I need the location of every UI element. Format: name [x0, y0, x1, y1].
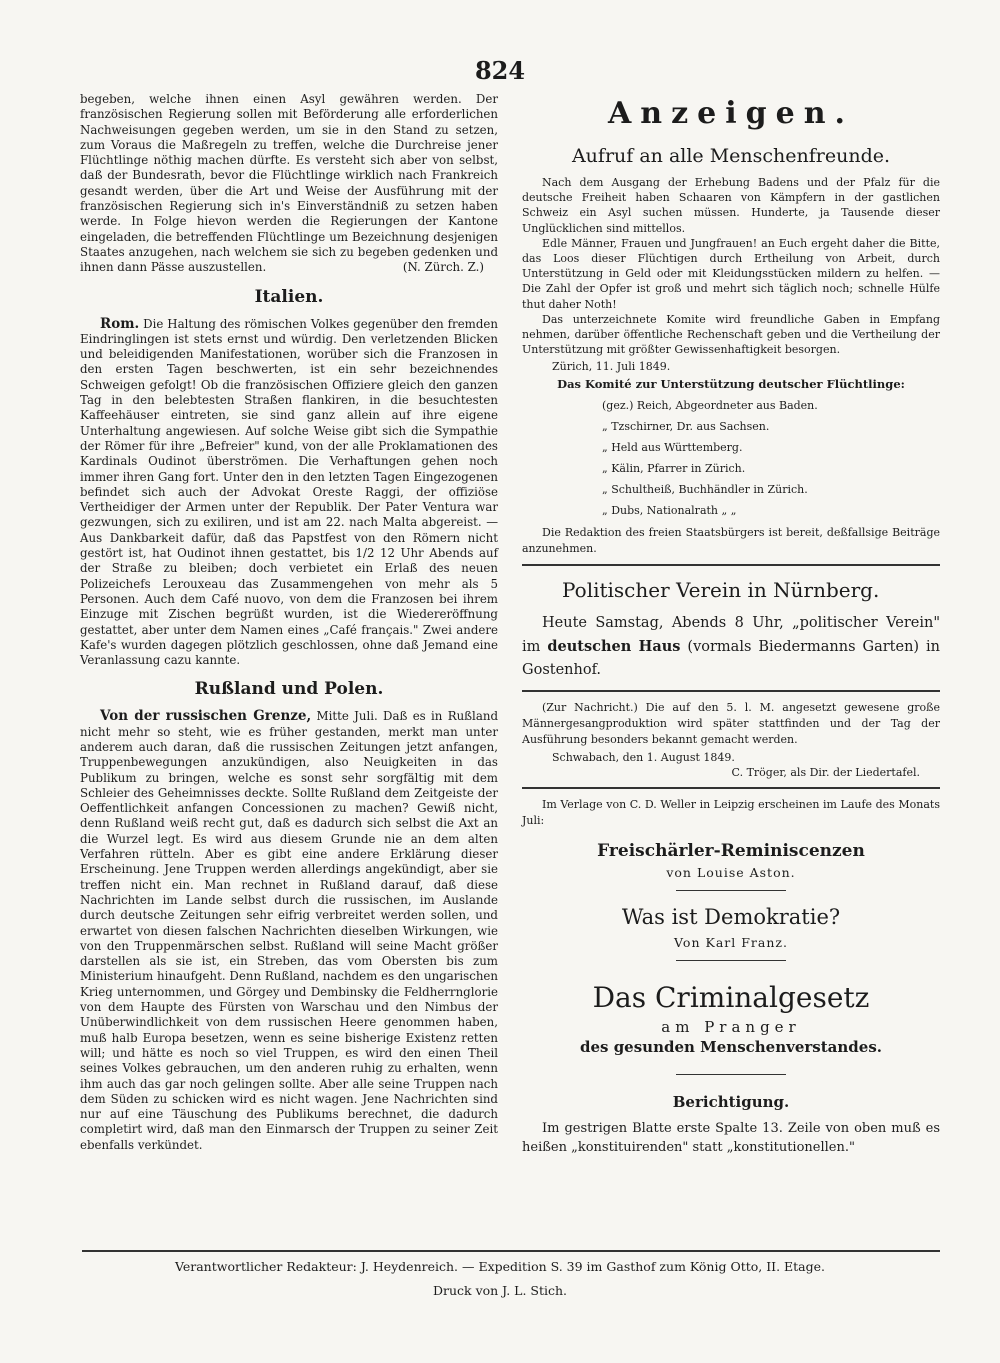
- dateline-rom: Rom.: [100, 315, 140, 332]
- nachricht-signature: C. Tröger, als Dir. der Liedertafel.: [731, 765, 920, 779]
- section-heading-italien: Italien.: [254, 286, 324, 307]
- page-number: 824: [474, 56, 526, 85]
- book-subtitle: des gesunden Menschenverstandes.: [580, 1037, 882, 1056]
- article-text: begeben, welche ihnen einen Asyl gewähren werden. Der französischen Regierung sollen mit Beförderung alle erforderlichen Nachweisungen gegeben werden, um sie in den Stand zu setzen, zum Voraus die Maßregeln zu treffen, welche die Durchreise jener Flüchtlinge nöthig machen dürfte. Es versteht sich aber von selbst, daß der Bundesrath, bevor die Flüchtlinge wirklich nach Frankreich gesandt werden, über die Art und Weise der Ausführung mit der französischen Regierung sich in's Einverständniß zu setzen haben werde. In Folge hievon werden die Regierungen der Kantone eingeladen, die betreffenden Flüchtlinge um Bezeichnung desjenigen Staates anzugehen, nach welchem sie sich zu begeben gedenken und ihnen dann Pässe auszustellen.: [80, 92, 498, 275]
- imprint-editor: Verantwortlicher Redakteur: J. Heydenreich. — Expedition S. 39 im Gasthof zum König Otto, II. Etage.: [174, 1259, 826, 1274]
- footer-divider: [82, 1250, 940, 1252]
- venue-name: deutschen Haus: [547, 637, 681, 655]
- divider: [522, 690, 940, 692]
- short-divider: [676, 1074, 786, 1075]
- signer-entry: „ Dubs, Nationalrath „ „: [602, 504, 737, 518]
- verlag-notice: Im Verlage von C. D. Weller in Leipzig erscheinen im Laufe des Monats Juli:: [522, 797, 940, 827]
- left-column: [80, 92, 498, 1153]
- aufruf-paragraph: Edle Männer, Frauen und Jungfrauen! an Euch ergeht daher die Bitte, das Loos dieser Flüchtigen durch Ertheilung von Arbeit, durch Unterstützung in Geld oder mit Kleidungsstücken mildern zu helfen. — Die Zahl der Opfer ist groß und mehrt sich täglich noch; schnelle Hülfe thut daher Noth!: [522, 236, 940, 311]
- book-subtitle: am Pranger: [661, 1017, 801, 1036]
- aufruf-paragraph: Das unterzeichnete Komite wird freundliche Gaben in Empfang nehmen, darüber öffentliche Rechenschaft geben und die Vertheilung der Unterstützung mit größter Gewissenhaftigkeit besorgen.: [522, 312, 940, 357]
- book-author: Von Karl Franz.: [674, 934, 788, 950]
- right-column: [522, 92, 940, 1157]
- short-divider: [676, 890, 786, 891]
- signer-entry: „ Kälin, Pfarrer in Zürich.: [602, 462, 746, 476]
- short-divider: [676, 960, 786, 961]
- book-title: Was ist Demokratie?: [621, 904, 841, 929]
- section-heading-russland: Rußland und Polen.: [194, 679, 384, 700]
- source-citation: (N. Zürch. Z.): [402, 260, 484, 275]
- verein-text: Heute Samstag, Abends 8 Uhr, „politischer Verein" im: [522, 614, 940, 655]
- berichtigung-text: Im gestrigen Blatte erste Spalte 13. Zeile von oben muß es heißen „konstituirenden" statt „konstitutionellen.": [522, 1120, 940, 1155]
- divider: [522, 787, 940, 789]
- book-title: Das Criminalgesetz: [592, 980, 870, 1014]
- verein-text: (vormals Biedermanns Garten) in Gostenhof.: [522, 638, 941, 678]
- article-switzerland-continued: [80, 92, 498, 276]
- article-text: Die Haltung des römischen Volkes gegenüber den fremden Eindringlingen ist stets ernst und würdig. Den verletzenden Blicken und beleidigenden Manifestationen, worüber sich die Franzosen in den ersten Tagen beschwerten, ist ein sehr bezeichnendes Schweigen gefolgt! Ob die französischen Offiziere gleich den ganzen Tag in den belebtesten Straßen flankiren, in die besuchtesten Kaffeehäuser eintreten, sie sind ganz allein auf ihre eigene Unterhaltung angewiesen. Auf solche Weise gibt sich die Sympathie der Römer für ihre „Befreier" kund, von der alle Proklamationen des Kardinals Oudinot überströmen. Die Verhaftungen gehen noch immer ihren Gang fort. Unter den in den letzten Tagen Eingezogenen befindet sich auch der Advokat Oreste Raggi, der offiziöse Vertheidiger der Armen unter der Republik. Der Pater Ventura war gezwungen, sich zu exiliren, und ist am 22. nach Malta abgereist. — Aus Dankbarkeit dafür, daß das Papstfest von den Römern nicht gestört ist, hat Oudinot ihnen gestattet, bis 1/2 12 Uhr Abends auf der Straße zu bleiben; doch verbietet ein Erlaß des neuen Polizeichefs Lerouxeau das Zusammengehen von mehr als 5 Personen. Auch dem Café nuovo, von dem die Franzosen bei ihrem Einzuge mit Zischen begrüßt wurden, ist die Wiedereröffnung gestattet, aber unter dem Namen eines „Café français." Zwei andere Kafe's wurden dagegen plötzlich geschlossen, ohne daß Jemand eine Veranlassung cazu kannte.: [80, 316, 498, 668]
- book-title: Freischärler-Reminiscenzen: [597, 840, 865, 861]
- berichtigung-heading: Berichtigung.: [672, 1092, 790, 1111]
- committee-title: Das Komité zur Unterstützung deutscher Flüchtlinge:: [557, 377, 905, 392]
- nachricht-place-date: Schwabach, den 1. August 1849.: [552, 750, 735, 764]
- divider: [522, 564, 940, 566]
- signer-entry: (gez.) Reich, Abgeordneter aus Baden.: [602, 399, 818, 413]
- signer-entry: „ Held aus Württemberg.: [602, 441, 743, 455]
- book-author: von Louise Aston.: [666, 864, 796, 880]
- anzeigen-title: Anzeigen.: [608, 96, 854, 131]
- aufruf-heading: Aufruf an alle Menschenfreunde.: [571, 145, 891, 167]
- nachricht-text: (Zur Nachricht.) Die auf den 5. l. M. angesetzt gewesene große Männergesangproduktion wird später stattfinden und der Tag der Ausführung besonders bekannt gemacht werden.: [522, 700, 940, 746]
- aufruf-paragraph: Nach dem Ausgang der Erhebung Badens und der Pfalz für die deutsche Freiheit haben Schaaren von Kämpfern in der gastlichen Schweiz ein Asyl suchen müssen. Hunderte, ja Tausende dieser Unglücklichen sind mittellos.: [522, 176, 940, 235]
- dateline-grenze: Von der russischen Grenze,: [100, 708, 312, 725]
- article-russian-border: [80, 709, 498, 1153]
- signer-entry: „ Tzschirner, Dr. aus Sachsen.: [602, 420, 770, 434]
- aufruf-date: Zürich, 11. Juli 1849.: [552, 360, 671, 374]
- imprint-printer: Druck von J. L. Stich.: [432, 1283, 568, 1298]
- redaktion-note: Die Redaktion des freien Staatsbürgers ist bereit, deßfallsige Beiträge anzunehmen.: [522, 526, 940, 555]
- verein-announcement: [522, 612, 940, 682]
- article-text: Mitte Juli. Daß es in Rußland nicht mehr so steht, wie es früher gestanden, merkt man unter anderem auch daran, daß die russischen Zeitungen jetzt anfangen, Truppenbewegungen anzukündigen, also Neuigkeiten in das Publikum zu bringen, welche es sonst sehr sorgfältig mit dem Schleier des Geheimnisses deckte. Sollte Rußland dem Zeitgeiste der Oeffentlichkeit anfangen Concessionen zu machen? Gewiß nicht, denn Rußland weiß recht gut, daß es dadurch sich selbst die Axt an die Wurzel legt. Es wird aus diesem Grunde nie an dem alten Verfahren rütteln. Aber es gibt eine andere Erklärung dieser Erscheinung. Jene Truppen werden allerdings angekündigt, aber sie treffen nicht ein. Man rechnet in Rußland darauf, daß diese Nachrichten im Lande selbst durch die russischen, im Auslande durch deutsche Zeitungen sehr eifrig verbreitet werden sollen, und erwartet von diesen falschen Nachrichten dieselben Wirkungen, wie von den Truppenmärschen selbst. Rußland will seine Macht größer darstellen als sie ist, ein Streben, das vom Obersten bis zum Ministerium hinaufgeht. Denn Rußland, nachdem es den ungarischen Krieg unternommen, und Görgey und Dembinsky die Feldherrnglorie von dem Haupte des Fürsten von Warschau und den Nimbus der Unüberwindlichkeit von dem russischen Heere genommen haben, muß halb Europa besetzen, wenn es seine bisherige Existenz retten will; und hätte es noch so viel Truppen, es wird den einen Theil seines Volkes gebrauchen, um den anderen ruhig zu erhalten, wenn ihm auch das gar noch gelingen sollte. Aber alle seine Truppen nach dem Süden zu schicken wird es nicht wagen. Jene Nachrichten sind nur auf eine Täuschung des Publikums berechnet, die dadurch completirt wird, daß man den Einmarsch der Truppen zu seiner Zeit ebenfalls verkündet.: [80, 709, 499, 1152]
- article-rom: [80, 317, 498, 669]
- verein-heading: Politischer Verein in Nürnberg.: [562, 577, 880, 602]
- signer-list: [522, 395, 940, 521]
- signer-entry: „ Schultheiß, Buchhändler in Zürich.: [602, 483, 808, 497]
